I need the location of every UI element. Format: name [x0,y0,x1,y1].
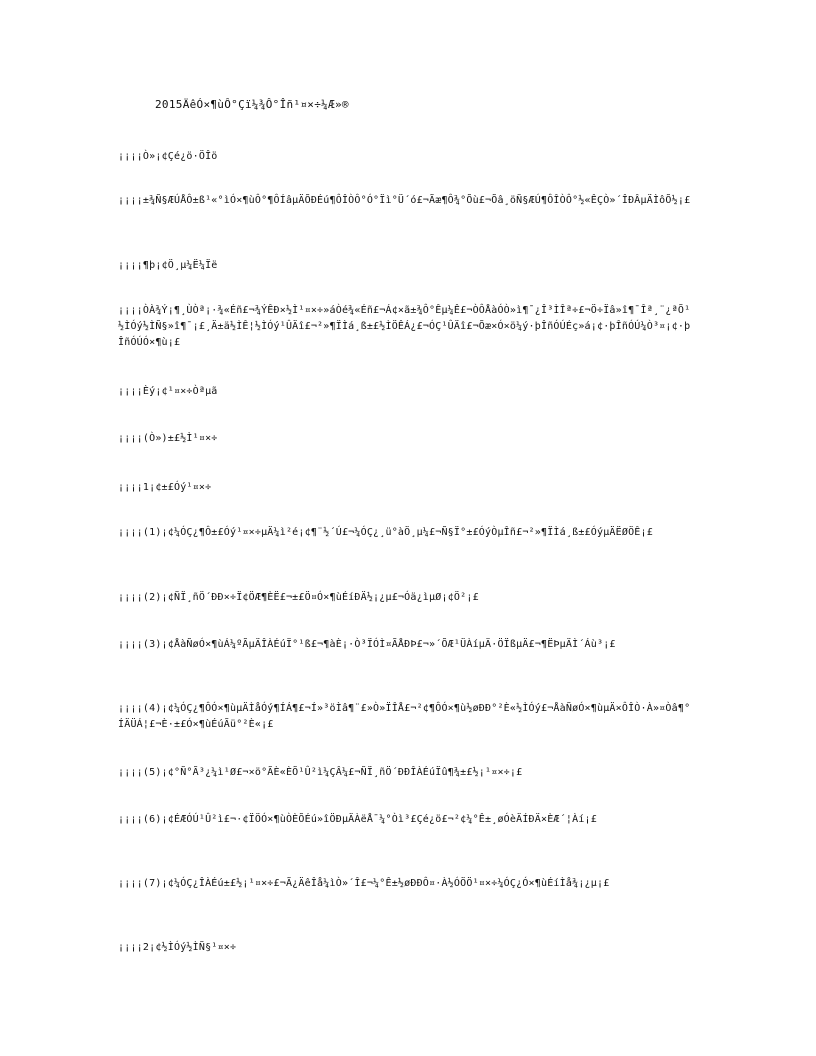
paragraph: ¡¡¡¡Ò»¡¢Çé¿ö·ÖÎö [118,151,218,162]
paragraph: ¡¡¡¡ÒÀ¾Ý¡¶¸ÙÒª¡·¾«Éñ£¬¾ÝÊÐ×½Ì¹¤×÷»áÒé¾«Éñ£¬Á¢×ã±¾Ô°Êµ¼Ê£¬ÒÔÅàÓÒ»ì¶¯¿Î³ÌÎª÷£¬Ö÷Ïâ»î¶¯Îª¸¨¿ªÕ¹½ÌÓý½ÌÑ§»î¶¯¡£¸Ä±ä½ÌÊ¦½ÌÓý¹ÛÄî£¬²»¶ÏÌá¸ß±£½ÌÖÊÁ¿£¬ÓÇ¹ÛÄî£¬Õæ×Ó×ö¼ý·þÎñÓÚÉç»á¡¢·þÎñÓÚ¼Ò³¤¡¢·þÎñÓÚÓ×¶ù¡£ [118,305,691,348]
paragraph: ¡¡¡¡(Ò»)±£½Ì¹¤×÷ [118,433,218,444]
paragraph: ¡¡¡¡(6)¡¢ÉÆÓÚ¹Û²ì£¬·¢ÏÖÓ×¶ùÒÈÕÉú»îÖÐµÄÀëÅ¯¼°Òì³£Çé¿ö£¬²¢¼°Ê±¸øÓèÄÍÐÄ×ÈÆ´¦Àí¡£ [118,814,597,825]
document-title: 2015ÄêÓ×¶ùÔ°Çï¼¾Ô°Îñ¹¤×÷¼Æ»® [155,98,349,111]
paragraph: ¡¡¡¡(5)¡¢°Ñ°Ã³¿¼ì¹Ø£¬×ö°ÃÈ«ÈÕ¹Û²ì¼ÇÂ¼£¬ÑÏ¸ñÖ´ÐÐÎÀÉúÏû¶¾±£½¡¹¤×÷¡£ [118,767,523,778]
paragraph: ¡¡¡¡±¾Ñ§ÆÚÅÔ±ß¹«°ìÓ×¶ùÔ°¶ÔÍâµÄÕÐÉú¶ÔÎÒÔ°Ó°Ïì°Ü´ó£¬Ãæ¶Ô¾°Õù£¬Õâ¸öÑ§ÆÚ¶ÔÎÒÔ°½«ÊÇÒ»´ÎÐÂµÄÌôÕ½¡£ [118,195,691,206]
paragraph: ¡¡¡¡(2)¡¢ÑÏ¸ñÖ´ÐÐ×÷Ï¢ÖÆ¶ÈË£¬±£Ö¤Ó×¶ùÉíÐÄ½¡¿µ£¬Óä¿ìµØ¡¢Ö²¡£ [118,592,479,603]
paragraph: ¡¡¡¡2¡¢½ÌÓý½ÌÑ§¹¤×÷ [118,942,237,953]
paragraph: ¡¡¡¡(3)¡¢ÅàÑøÓ×¶ùÁ¼ºÃµÄÎÀÉúÏ°¹ß£¬¶àÈ¡·Ò³ÏÓÌ¤ÃÅÐÞ£¬»´ÕÆ¹ÜÀíµÄ·ÖÏßµÄ£¬¶ËÞµÄÌ´Áù³¡£ [118,639,616,650]
paragraph: ¡¡¡¡¶þ¡¢Ö¸µ¼Ë¼Ïë [118,260,218,271]
paragraph: ¡¡¡¡(7)¡¢¼ÓÇ¿ÎÀÉú±£½¡¹¤×÷£¬Ã¿ÄêÎå¼ìÒ»´Î£¬¼°Ê±½øÐÐÔ¤·À½ÓÖÖ¹¤×÷¼ÓÇ¿Ó×¶ùÉíÌå¾¡¿µ¡£ [118,878,610,889]
paragraph: ¡¡¡¡1¡¢±£Óý¹¤×÷ [118,482,212,493]
paragraph: ¡¡¡¡(1)¡¢¼ÓÇ¿¶Ô±£Óý¹¤×÷µÄ¼ì²é¡¢¶¨½´Ú£¬¼ÓÇ¿¸ü°àÖ¸µ¼£¬Ñ§Ï°±£ÓýÒµÎñ£¬²»¶ÏÌá¸ß±£ÓýµÄËØÖÊ¡£ [118,527,653,538]
paragraph: ¡¡¡¡(4)¡¢¼ÓÇ¿¶ÔÓ×¶ùµÄÌåÓý¶ÍÁ¶£¬Í»³öÌâ¶¨£»Ò»ÏÎÅ£¬²¢¶ÔÓ×¶ù½øÐÐ°²È«½ÌÓý£¬ÅàÑøÓ×¶ùµÄ×ÔÎÒ·À»¤Òâ¶°ÍÄÜÁ¦£¬È·±£Ó×¶ùÉúÃü°²È«¡£ [118,703,691,730]
paragraph: ¡¡¡¡Èý¡¢¹¤×÷Òªµã [118,386,218,397]
